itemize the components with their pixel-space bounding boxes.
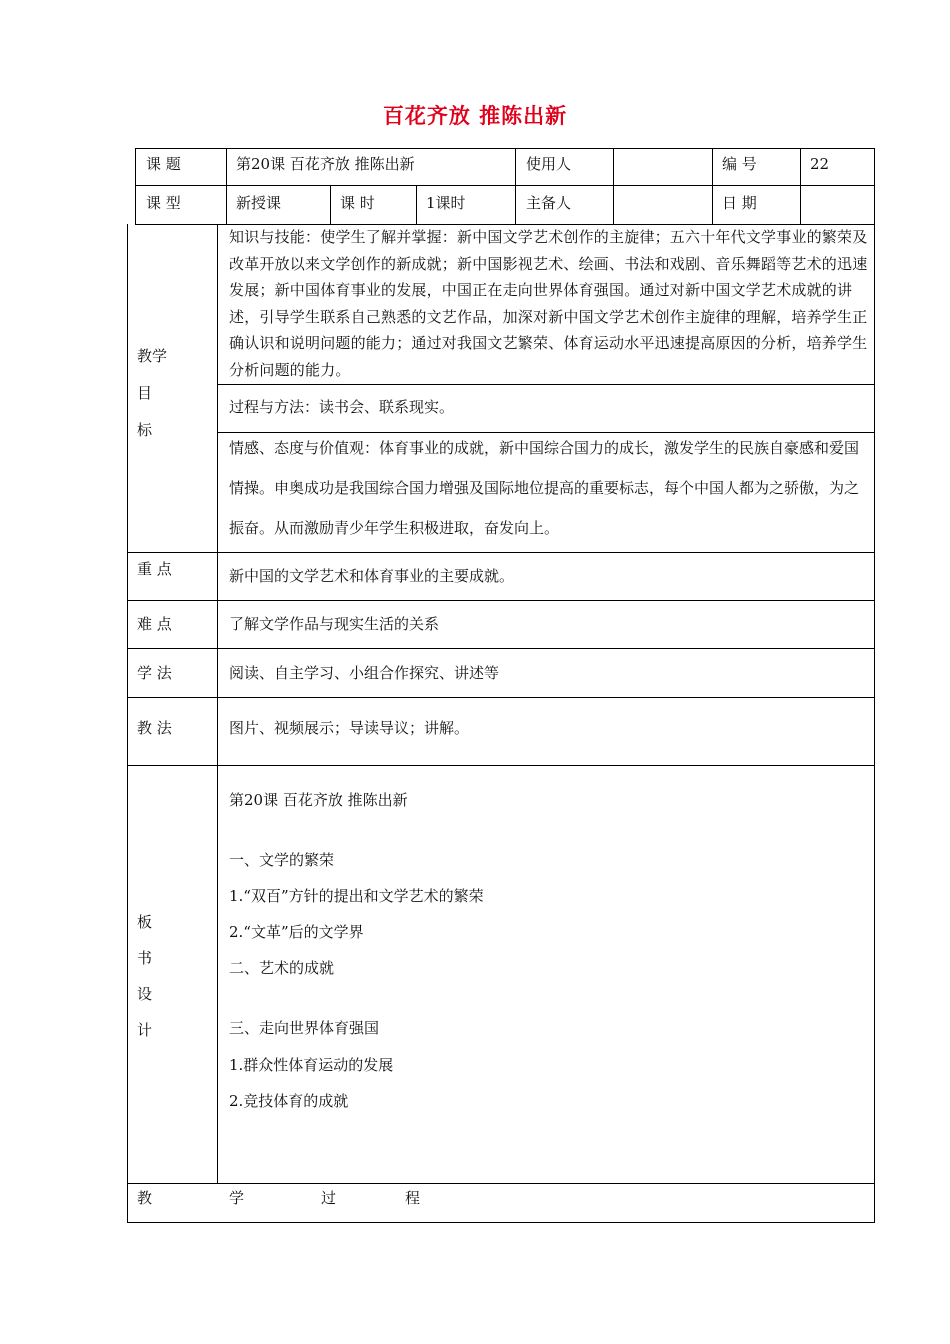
rule — [217, 224, 218, 1183]
rule — [127, 697, 875, 698]
label-date: 日 期 — [722, 194, 757, 212]
rule — [416, 185, 417, 225]
teaching-method-label: 教 法 — [137, 719, 172, 737]
rule — [127, 224, 128, 1223]
board-label-char: 计 — [137, 1021, 153, 1039]
difficulty-label: 难 点 — [137, 615, 172, 633]
objectives-label-char: 标 — [137, 421, 153, 439]
rule — [135, 148, 875, 149]
board-line: 1.“双百”方针的提出和文学艺术的繁荣 — [229, 887, 484, 905]
rule — [135, 148, 136, 225]
board-label-char: 设 — [137, 985, 153, 1003]
process-heading-char: 过 — [321, 1189, 337, 1207]
hours-value: 1课时 — [426, 194, 466, 212]
rule — [330, 185, 331, 225]
rule — [127, 1222, 875, 1223]
objective-emotion: 情感、态度与价值观：体育事业的成就，新中国综合国力的成长，激发学生的民族自豪感和爱国情操。申奥成功是我国综合国力增强及国际地位提高的重要标志，每个中国人都为之骄傲，为之振奋。从而激励青少年学生积极进取，奋发向上。 — [229, 439, 860, 537]
rule — [515, 148, 516, 225]
difficulty-value: 了解文学作品与现实生活的关系 — [229, 615, 440, 633]
board-line: 第20课 百花齐放 推陈出新 — [229, 791, 408, 809]
rule — [127, 648, 875, 649]
rule — [874, 224, 875, 1223]
topic-value: 第20课 百花齐放 推陈出新 — [236, 155, 415, 173]
rule — [712, 148, 713, 225]
objective-process: 过程与方法：读书会、联系现实。 — [229, 398, 455, 416]
study-method-value: 阅读、自主学习、小组合作探究、讲述等 — [229, 664, 500, 682]
board-line: 2.竞技体育的成就 — [229, 1092, 349, 1110]
process-heading-char: 程 — [405, 1189, 421, 1207]
board-line: 一、文学的繁荣 — [229, 851, 335, 869]
board-line: 三、走向世界体育强国 — [229, 1019, 380, 1037]
rule — [127, 1183, 875, 1184]
teaching-method-value: 图片、视频展示；导读导议；讲解。 — [229, 719, 470, 737]
rule — [127, 552, 875, 553]
process-heading-char: 学 — [229, 1189, 245, 1207]
rule — [127, 765, 875, 766]
label-topic: 课 题 — [146, 155, 181, 173]
label-type: 课 型 — [146, 194, 181, 212]
objectives-label — [137, 338, 167, 449]
label-preparer: 主备人 — [526, 194, 572, 212]
rule — [127, 600, 875, 601]
process-heading-char: 教 — [137, 1189, 153, 1207]
rule — [800, 185, 801, 225]
key-point-value: 新中国的文学艺术和体育事业的主要成就。 — [229, 567, 515, 585]
rule — [800, 148, 801, 186]
board-line: 二、艺术的成就 — [229, 959, 335, 977]
study-method-label: 学 法 — [137, 664, 172, 682]
board-line: 1.群众性体育运动的发展 — [229, 1056, 394, 1074]
rule — [226, 148, 227, 225]
label-number: 编 号 — [722, 155, 757, 173]
label-user: 使用人 — [526, 155, 572, 173]
board-label-char: 书 — [137, 949, 153, 967]
board-line: 2.“文革”后的文学界 — [229, 923, 364, 941]
board-label — [137, 904, 152, 1048]
rule — [613, 148, 614, 225]
board-label-char: 板 — [137, 913, 153, 931]
number-value: 22 — [810, 155, 830, 173]
objectives-label-char: 目 — [137, 384, 153, 402]
page-title: 百花齐放 推陈出新 — [382, 103, 568, 128]
rule — [135, 185, 875, 186]
type-value: 新授课 — [236, 194, 282, 212]
objective-knowledge: 知识与技能：使学生了解并掌握：新中国文学艺术创作的主旋律；五六十年代文学事业的繁荣及改革开放以来文学创作的新成就；新中国影视艺术、绘画、书法和戏剧、音乐舞蹈等艺术的迅速发展；新中国体育事业的发展，中国正在走向世界体育强国。通过对新中国文学艺术成就的讲述，引导学生联系自己熟悉的文艺作品，加深对新中国文学艺术创作主旋律的理解，培养学生正确认识和说明问题的能力；通过对我国文艺繁荣、体育运动水平迅速提高原因的分析，培养学生分析问题的能力。 — [229, 228, 868, 379]
objectives-label-char: 教学 — [137, 347, 168, 365]
key-point-label: 重 点 — [137, 560, 172, 578]
rule — [217, 384, 875, 385]
label-hours: 课 时 — [340, 194, 375, 212]
rule — [874, 148, 875, 225]
